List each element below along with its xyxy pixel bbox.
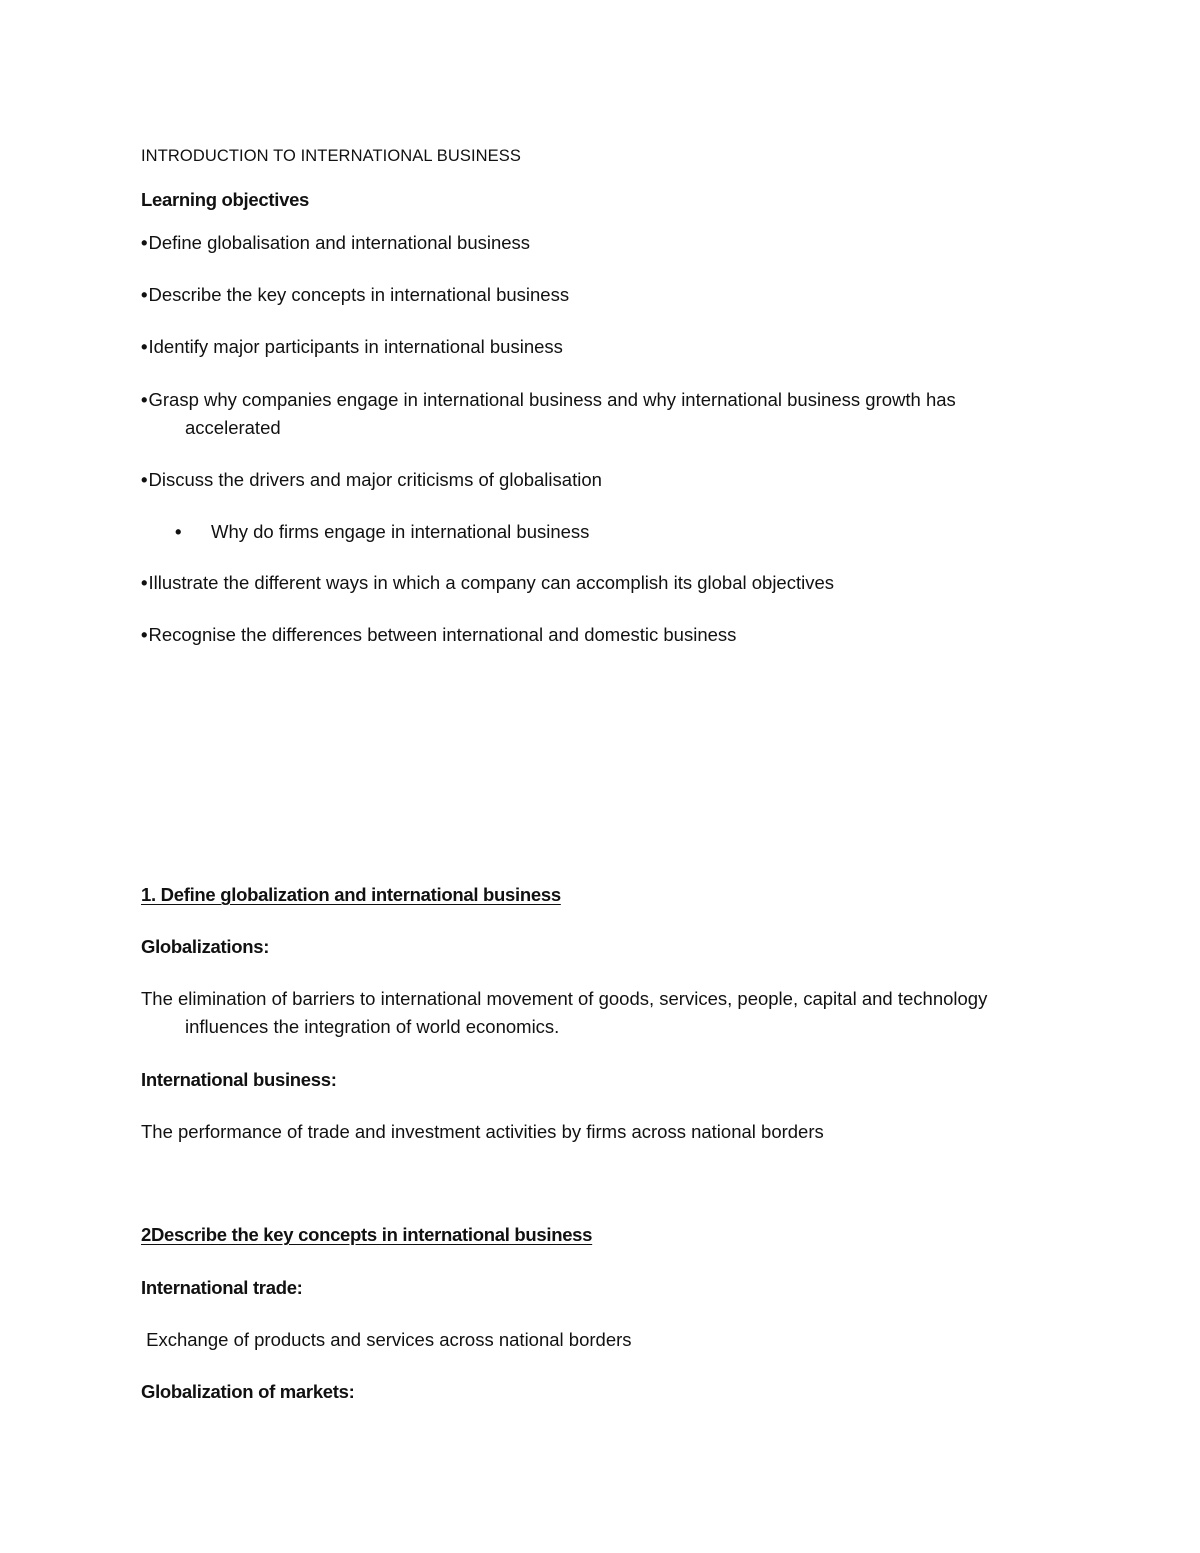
international-trade-definition: Exchange of products and services across national borders — [141, 1329, 632, 1350]
objective-item — [141, 281, 569, 309]
objective-item — [141, 466, 602, 494]
objective-text: Identify major participants in international business — [148, 336, 563, 357]
sub-bullet-icon: • — [175, 521, 182, 542]
globalization-label: Globalizations: — [141, 936, 270, 957]
international-business-label: International business: — [141, 1069, 337, 1090]
section2-heading: 2Describe the key concepts in international business — [141, 1224, 593, 1245]
bullet-icon: • — [141, 624, 148, 645]
international-business-definition: The performance of trade and investment activities by firms across national borders — [141, 1121, 824, 1142]
objective-text: Define globalisation and international business — [148, 232, 531, 253]
bullet-icon: • — [141, 232, 148, 253]
objectives-heading: Learning objectives — [141, 189, 310, 210]
objective-text: Recognise the differences between international and domestic business — [148, 624, 737, 645]
sub-bullet-text: Why do firms engage in international business — [211, 521, 590, 542]
objective-item — [141, 386, 956, 414]
objective-text: Grasp why companies engage in international business and why international business growth has — [148, 389, 956, 410]
globalization-of-markets-label: Globalization of markets: — [141, 1381, 355, 1402]
objective-item — [141, 569, 834, 597]
bullet-icon: • — [141, 469, 148, 490]
objective-item — [141, 229, 530, 257]
objective-text: Illustrate the different ways in which a company can accomplish its global objectives — [148, 572, 835, 593]
objective-item — [141, 621, 736, 649]
section1-heading: 1. Define globalization and international business — [141, 884, 561, 905]
objective-item — [141, 333, 563, 361]
globalization-definition: The elimination of barriers to international movement of goods, services, people, capital and technology — [141, 988, 988, 1009]
document-title: INTRODUCTION TO INTERNATIONAL BUSINESS — [141, 147, 521, 165]
international-trade-label: International trade: — [141, 1277, 303, 1298]
objective-text: Describe the key concepts in international business — [148, 284, 570, 305]
objective-text: Discuss the drivers and major criticisms of globalisation — [148, 469, 602, 490]
bullet-icon: • — [141, 572, 148, 593]
bullet-icon: • — [141, 284, 148, 305]
bullet-icon: • — [141, 336, 148, 357]
objective-continuation: accelerated — [185, 417, 281, 438]
bullet-icon: • — [141, 389, 148, 410]
globalization-definition-cont: influences the integration of world economics. — [185, 1016, 560, 1037]
